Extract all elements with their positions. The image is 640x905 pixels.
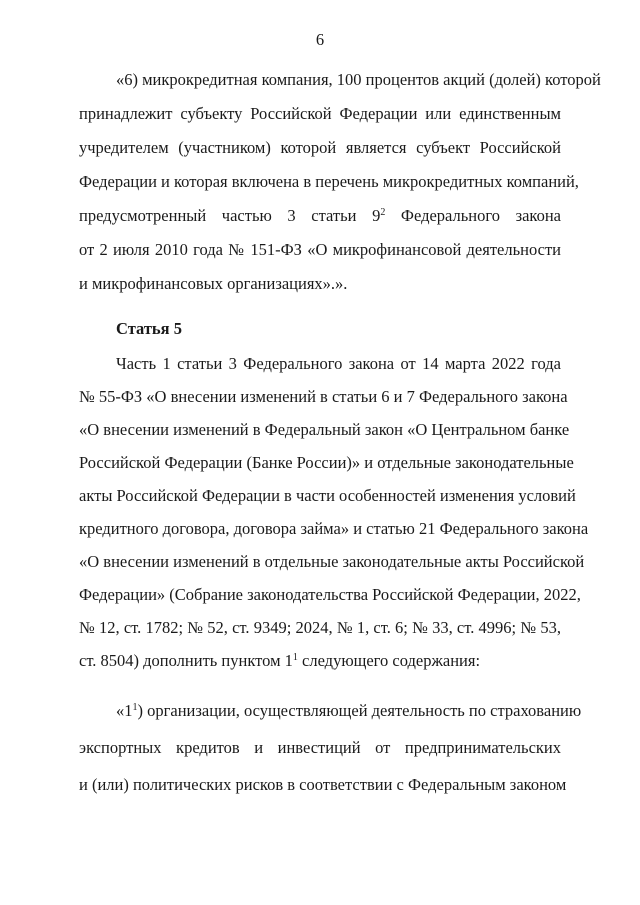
paragraph-amendment-6 [79, 70, 601, 294]
text-line: экспортных кредитов и инвестиций от предпринимательских [79, 738, 561, 757]
text-line: кредитного договора, договора займа» и статью 21 Федерального закона [79, 519, 589, 538]
text-line: принадлежит субъекту Российской Федерации или единственным [79, 104, 561, 123]
text-line: учредителем (участником) которой является субъект Российской [79, 138, 561, 157]
text-line: Российской Федерации (Банке России)» и отдельные законодательные [79, 453, 574, 472]
text-line: «$1^1$) организации, осуществляющей деятельность по страхованию [116, 701, 582, 720]
text-line: Федерации и которая включена в перечень микрокредитных компаний, [79, 172, 579, 191]
text-line: и (или) политических рисков в соответствии с Федеральным законом [79, 775, 567, 794]
paragraph-amendment-1-1 [79, 701, 582, 795]
article-heading: Статья 5 [116, 319, 182, 338]
text-line: «6) микрокредитная компания, 100 процентов акций (долей) которой [116, 70, 601, 89]
superscript: 1 [292, 652, 298, 663]
text-line: предусмотренный частью 3 статьи $9^2$ Федерального закона [79, 206, 561, 225]
text-line: «О внесении изменений в Федеральный закон «О Центральном банке [79, 420, 570, 439]
text-line: № 55-ФЗ «О внесении изменений в статьи 6 и 7 Федерального закона [79, 387, 568, 406]
superscript: 1 [132, 702, 138, 713]
superscript: 2 [380, 207, 386, 218]
text-line: акты Российской Федерации в части особенностей изменения условий [79, 486, 576, 505]
text-line: «О внесении изменений в отдельные законодательные акты Российской [79, 552, 585, 571]
text-line: от 2 июля 2010 года № 151-ФЗ «О микрофинансовой деятельности [79, 240, 561, 259]
text-line: и микрофинансовых организациях».». [79, 274, 348, 293]
paragraph-article-5 [79, 354, 589, 671]
text-line: Федерации» (Собрание законодательства Российской Федерации, 2022, [79, 585, 581, 604]
text-line: Часть 1 статьи 3 Федерального закона от 14 марта 2022 года [116, 354, 561, 373]
page-number: 6 [315, 30, 325, 49]
text-line: ст. 8504) дополнить пунктом $1^1$ следующего содержания: [79, 651, 481, 670]
text-line: № 12, ст. 1782; № 52, ст. 9349; 2024, № 1, ст. 6; № 33, ст. 4996; № 53, [79, 618, 561, 637]
